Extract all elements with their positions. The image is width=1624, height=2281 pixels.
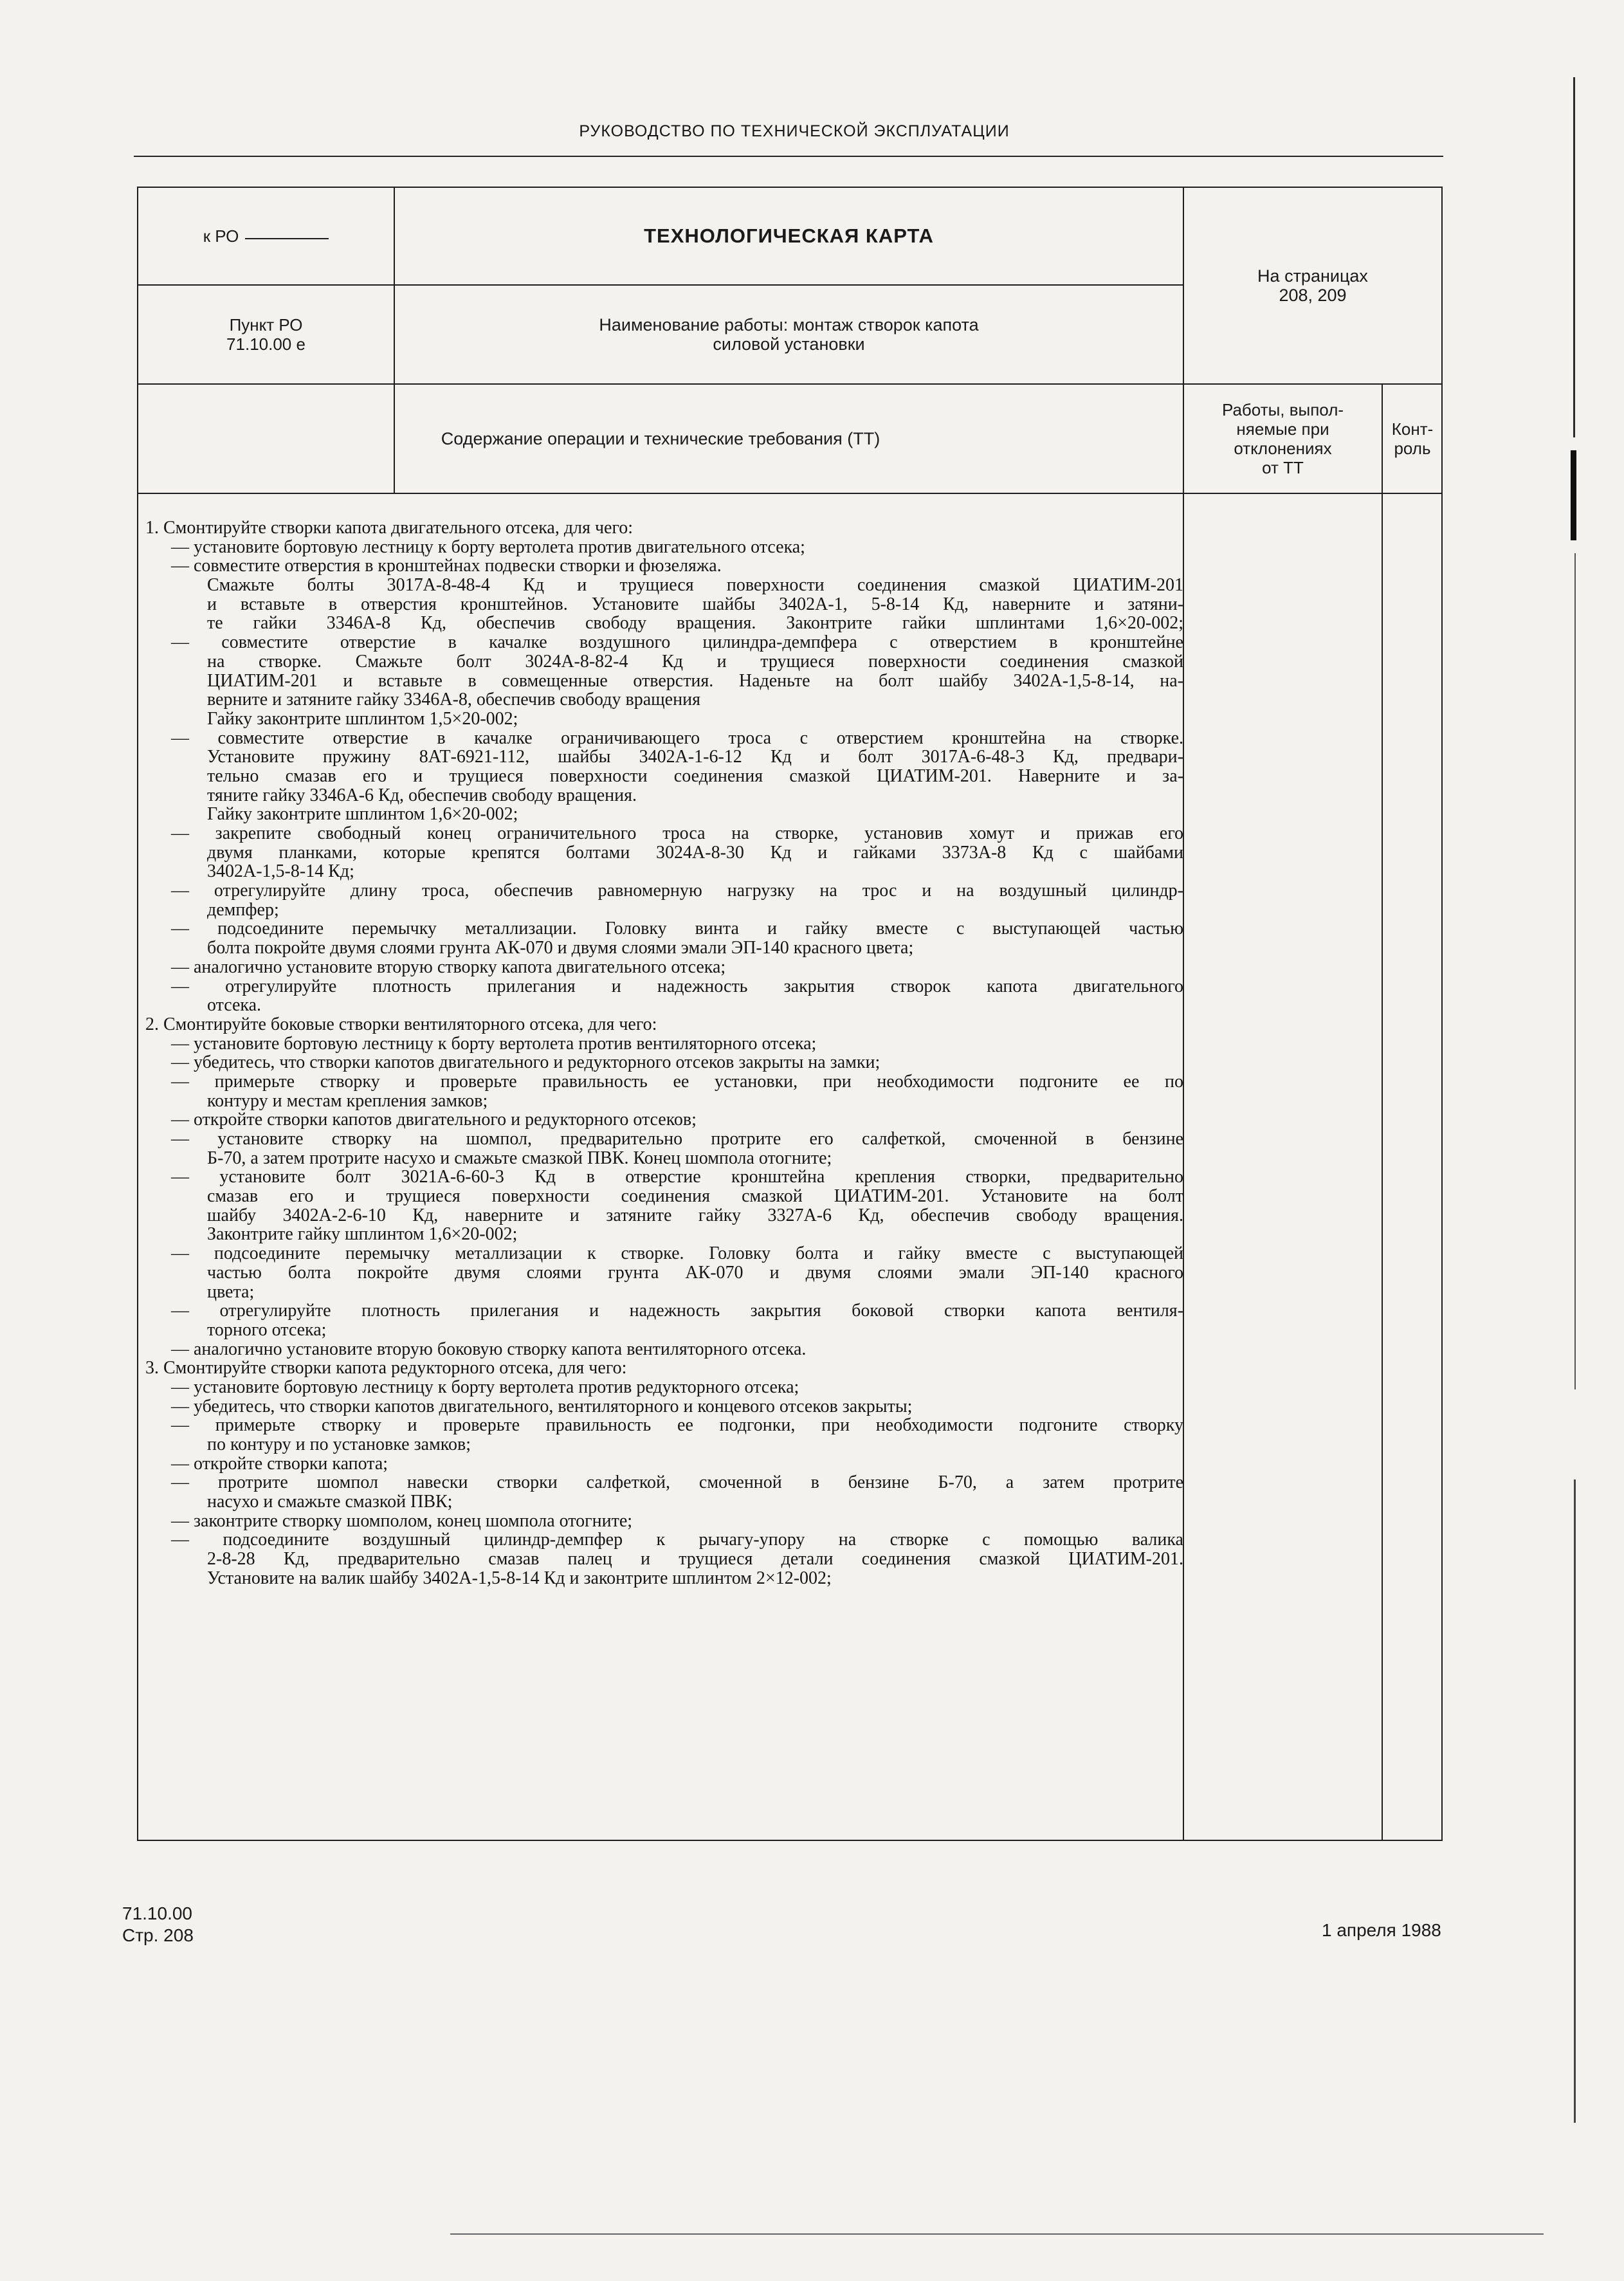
content-line: Законтрите гайку шплинтом 1,6×20-002;	[207, 1224, 518, 1245]
col-content-label: Содержание операции и технические требования (ТТ)	[441, 429, 880, 448]
item-cell	[138, 286, 394, 383]
content-line: — отрегулируйте плотность прилегания и надежность закрытия створок капота двигательного	[171, 976, 1183, 996]
content-line: Смажьте болты 3017А-8-48-4 Кд и трущиеся поверхности соединения смазкой ЦИАТИМ-201	[207, 576, 1183, 595]
content-line: — законтрите створку шомполом, конец шомпола отогните;	[171, 1510, 633, 1531]
content-line: — совместите отверстие в качалке ограничивающего троса с отверстием кронштейна на створке.	[171, 728, 1183, 748]
content-line: — подсоедините перемычку металлизации к створке. Головку болта и гайку вместе с выступающей	[171, 1244, 1183, 1263]
content-line: 1. Смонтируйте створки капота двигательного отсека, для чего:	[145, 518, 634, 538]
content-line: те гайки 3346А-8 Кд, обеспечив свободу вращения. Законтрите гайки шплинтами 1,6×20-002;	[207, 614, 1183, 634]
col-deviation-line: отклонениях	[1234, 439, 1332, 458]
content-line: отсека.	[207, 995, 262, 1016]
content-line: Установите пружину 8АТ-6921-112, шайбы 3402А-1-6-12 Кд и болт 3017А-6-48-3 Кд, предвари-	[207, 747, 1183, 767]
grid-line	[137, 493, 1443, 494]
content-line: и вставьте в отверстия кронштейнов. Установите шайбы 3402А-1, 5-8-14 Кд, наверните и затяни-	[207, 594, 1183, 614]
content-line: — закрепите свободный конец ограничительного троса на створке, установив хомут и прижав его	[171, 824, 1183, 843]
content-line: шайбу 3402А-2-6-10 Кд, наверните и затяните гайку 3327А-6 Кд, обеспечив свободу вращения.	[207, 1205, 1183, 1225]
content-line: — аналогично установите вторую боковую створку капота вентиляторного отсека.	[171, 1339, 807, 1359]
col-control-line: Конт-	[1391, 419, 1434, 439]
footer-left	[122, 1903, 194, 1947]
work-name-line2: силовой установки	[713, 334, 865, 354]
scan-margin-line	[1574, 553, 1576, 1389]
card-title: ТЕХНОЛОГИЧЕСКАЯ КАРТА	[644, 224, 934, 247]
content-line: тельно смазав его и трущиеся поверхности соединения смазкой ЦИАТИМ-201. Наверните и за-	[207, 766, 1183, 786]
footer-page: Стр. 208	[122, 1925, 194, 1945]
content-line: 2-8-28 Кд, предварительно смазав палец и трущиеся детали соединения смазкой ЦИАТИМ-201.	[207, 1550, 1183, 1569]
content-line: 3. Смонтируйте створки капота редукторного отсека, для чего:	[145, 1358, 627, 1379]
content-line: 2. Смонтируйте боковые створки вентиляторного отсека, для чего:	[145, 1014, 657, 1034]
content-line: — откройте створки капота;	[171, 1453, 388, 1474]
scan-bottom-line	[450, 2233, 1544, 2235]
header-rule	[134, 156, 1443, 157]
item-label: Пункт РО	[229, 315, 303, 334]
content-line: — отрегулируйте длину троса, обеспечив равномерную нагрузку на трос и на воздушный цилиндр-	[171, 881, 1183, 901]
ref-cell	[138, 188, 394, 284]
pages-label: На страницах	[1257, 266, 1368, 286]
col-deviation-line: Работы, выпол-	[1221, 400, 1344, 419]
scan-margin-line	[1571, 450, 1576, 540]
col-control-header	[1383, 385, 1442, 493]
content-line: — аналогично установите вторую створку капота двигательного отсека;	[171, 957, 726, 977]
content-line: — установите бортовую лестницу к борту вертолета против редукторного отсека;	[171, 1377, 799, 1397]
footer-section: 71.10.00	[122, 1903, 192, 1923]
ref-blank	[245, 238, 329, 239]
content-line: — отрегулируйте плотность прилегания и надежность закрытия боковой створки капота вентиля-	[171, 1301, 1183, 1321]
content-line: 3402А-1,5-8-14 Кд;	[207, 861, 354, 882]
content-line: частью болта покройте двумя слоями грунта АК-070 и двумя слоями эмали ЭП-140 красного	[207, 1263, 1183, 1283]
ref-label: к РО	[203, 226, 239, 246]
running-header: РУКОВОДСТВО ПО ТЕХНИЧЕСКОЙ ЭКСПЛУАТАЦИИ	[579, 122, 1010, 140]
scan-margin-line	[1574, 1479, 1576, 2123]
content-line: двумя планками, которые крепятся болтами 3024А-8-30 Кд и гайками 3373А-8 Кд с шайбами	[207, 843, 1183, 863]
content-line: — примерьте створку и проверьте правильность ее подгонки, при необходимости подгоните створку	[171, 1416, 1183, 1435]
col-content-header	[138, 385, 1183, 493]
col-deviation-line: от ТТ	[1262, 458, 1304, 477]
content-line: Б-70, а затем протрите насухо и смажьте смазкой ПВК. Конец шомпола отогните;	[207, 1148, 832, 1168]
content-line: — протрите шомпол навески створки салфеткой, смоченной в бензине Б-70, а затем протрите	[171, 1473, 1183, 1493]
content-line: Гайку законтрите шплинтом 1,5×20-002;	[207, 708, 518, 729]
content-line: по контуру и по установке замков;	[207, 1434, 471, 1454]
content-line: — убедитесь, что створки капотов двигательного, вентиляторного и концевого отсеков закрыты;	[171, 1396, 913, 1416]
grid-line	[1382, 385, 1383, 1841]
content-line: торного отсека;	[207, 1319, 327, 1340]
pages-cell	[1184, 188, 1441, 383]
pages-value: 208, 209	[1279, 286, 1347, 305]
content-line: болта покройте двумя слоями грунта АК-070 и двумя слоями эмали ЭП-140 красного цвета;	[207, 938, 914, 958]
content-line: — подсоедините воздушный цилиндр-демпфер к рычагу-упору на створке с помощью валика	[171, 1530, 1183, 1550]
content-line: — установите бортовую лестницу к борту вертолета против двигательного отсека;	[171, 536, 805, 557]
content-line: верните и затяните гайку 3346А-8, обеспечив свободу вращения	[207, 690, 700, 710]
content-line: — откройте створки капотов двигательного и редукторного отсеков;	[171, 1110, 697, 1130]
work-name-line1: Наименование работы: монтаж створок капота	[599, 315, 979, 334]
content-line: тяните гайку 3346А-6 Кд, обеспечив свободу вращения.	[207, 785, 637, 805]
col-deviation-line: няемые при	[1236, 419, 1329, 439]
col-control-line: роль	[1394, 439, 1431, 458]
content-line: цвета;	[207, 1281, 255, 1302]
content-line: — примерьте створку и проверьте правильность ее установки, при необходимости подгоните ее по	[171, 1072, 1183, 1092]
content-line: — совместите отверстия в кронштейнах подвески створки и фюзеляжа.	[171, 556, 722, 576]
content-line: Установите на валик шайбу 3402А-1,5-8-14 Кд и законтрите шплинтом 2×12-002;	[207, 1568, 832, 1588]
footer-date: 1 апреля 1988	[1322, 1920, 1441, 1940]
content-line: — установите бортовую лестницу к борту вертолета против вентиляторного отсека;	[171, 1033, 817, 1054]
col-deviation-header	[1184, 385, 1382, 493]
content-line: — установите болт 3021А-6-60-3 Кд в отверстие кронштейна крепления створки, предварительно	[171, 1168, 1183, 1187]
content-line: — установите створку на шомпол, предварительно протрите его салфеткой, смоченной в бензине	[171, 1130, 1183, 1149]
content-line: демпфер;	[207, 899, 279, 920]
work-name-cell	[395, 286, 1183, 383]
content-line: — убедитесь, что створки капотов двигательного и редукторного отсеков закрыты на замки;	[171, 1052, 880, 1073]
title-cell	[395, 188, 1183, 284]
item-value: 71.10.00 е	[226, 334, 306, 354]
scan-margin-line	[1573, 77, 1575, 437]
content-line: на створке. Смажьте болт 3024А-8-82-4 Кд и трущиеся поверхности соединения смазкой	[207, 652, 1183, 672]
operation-content	[145, 518, 1183, 1588]
content-line: Гайку законтрите шплинтом 1,6×20-002;	[207, 804, 518, 825]
content-line: контуру и местам крепления замков;	[207, 1090, 488, 1111]
ref-label-row	[203, 226, 329, 246]
content-line: смазав его и трущиеся поверхности соединения смазкой ЦИАТИМ-201. Установите на болт	[207, 1187, 1183, 1206]
content-line: — совместите отверстие в качалке воздушного цилиндра-демпфера с отверстием в кронштейне	[171, 633, 1183, 652]
content-line: — подсоедините перемычку металлизации. Головку винта и гайку вместе с выступающей частью	[171, 919, 1183, 939]
content-line: ЦИАТИМ-201 и вставьте в совмещенные отверстия. Наденьте на болт шайбу 3402А-1,5-8-14, на-	[207, 671, 1183, 691]
content-line: насухо и смажьте смазкой ПВК;	[207, 1492, 453, 1512]
